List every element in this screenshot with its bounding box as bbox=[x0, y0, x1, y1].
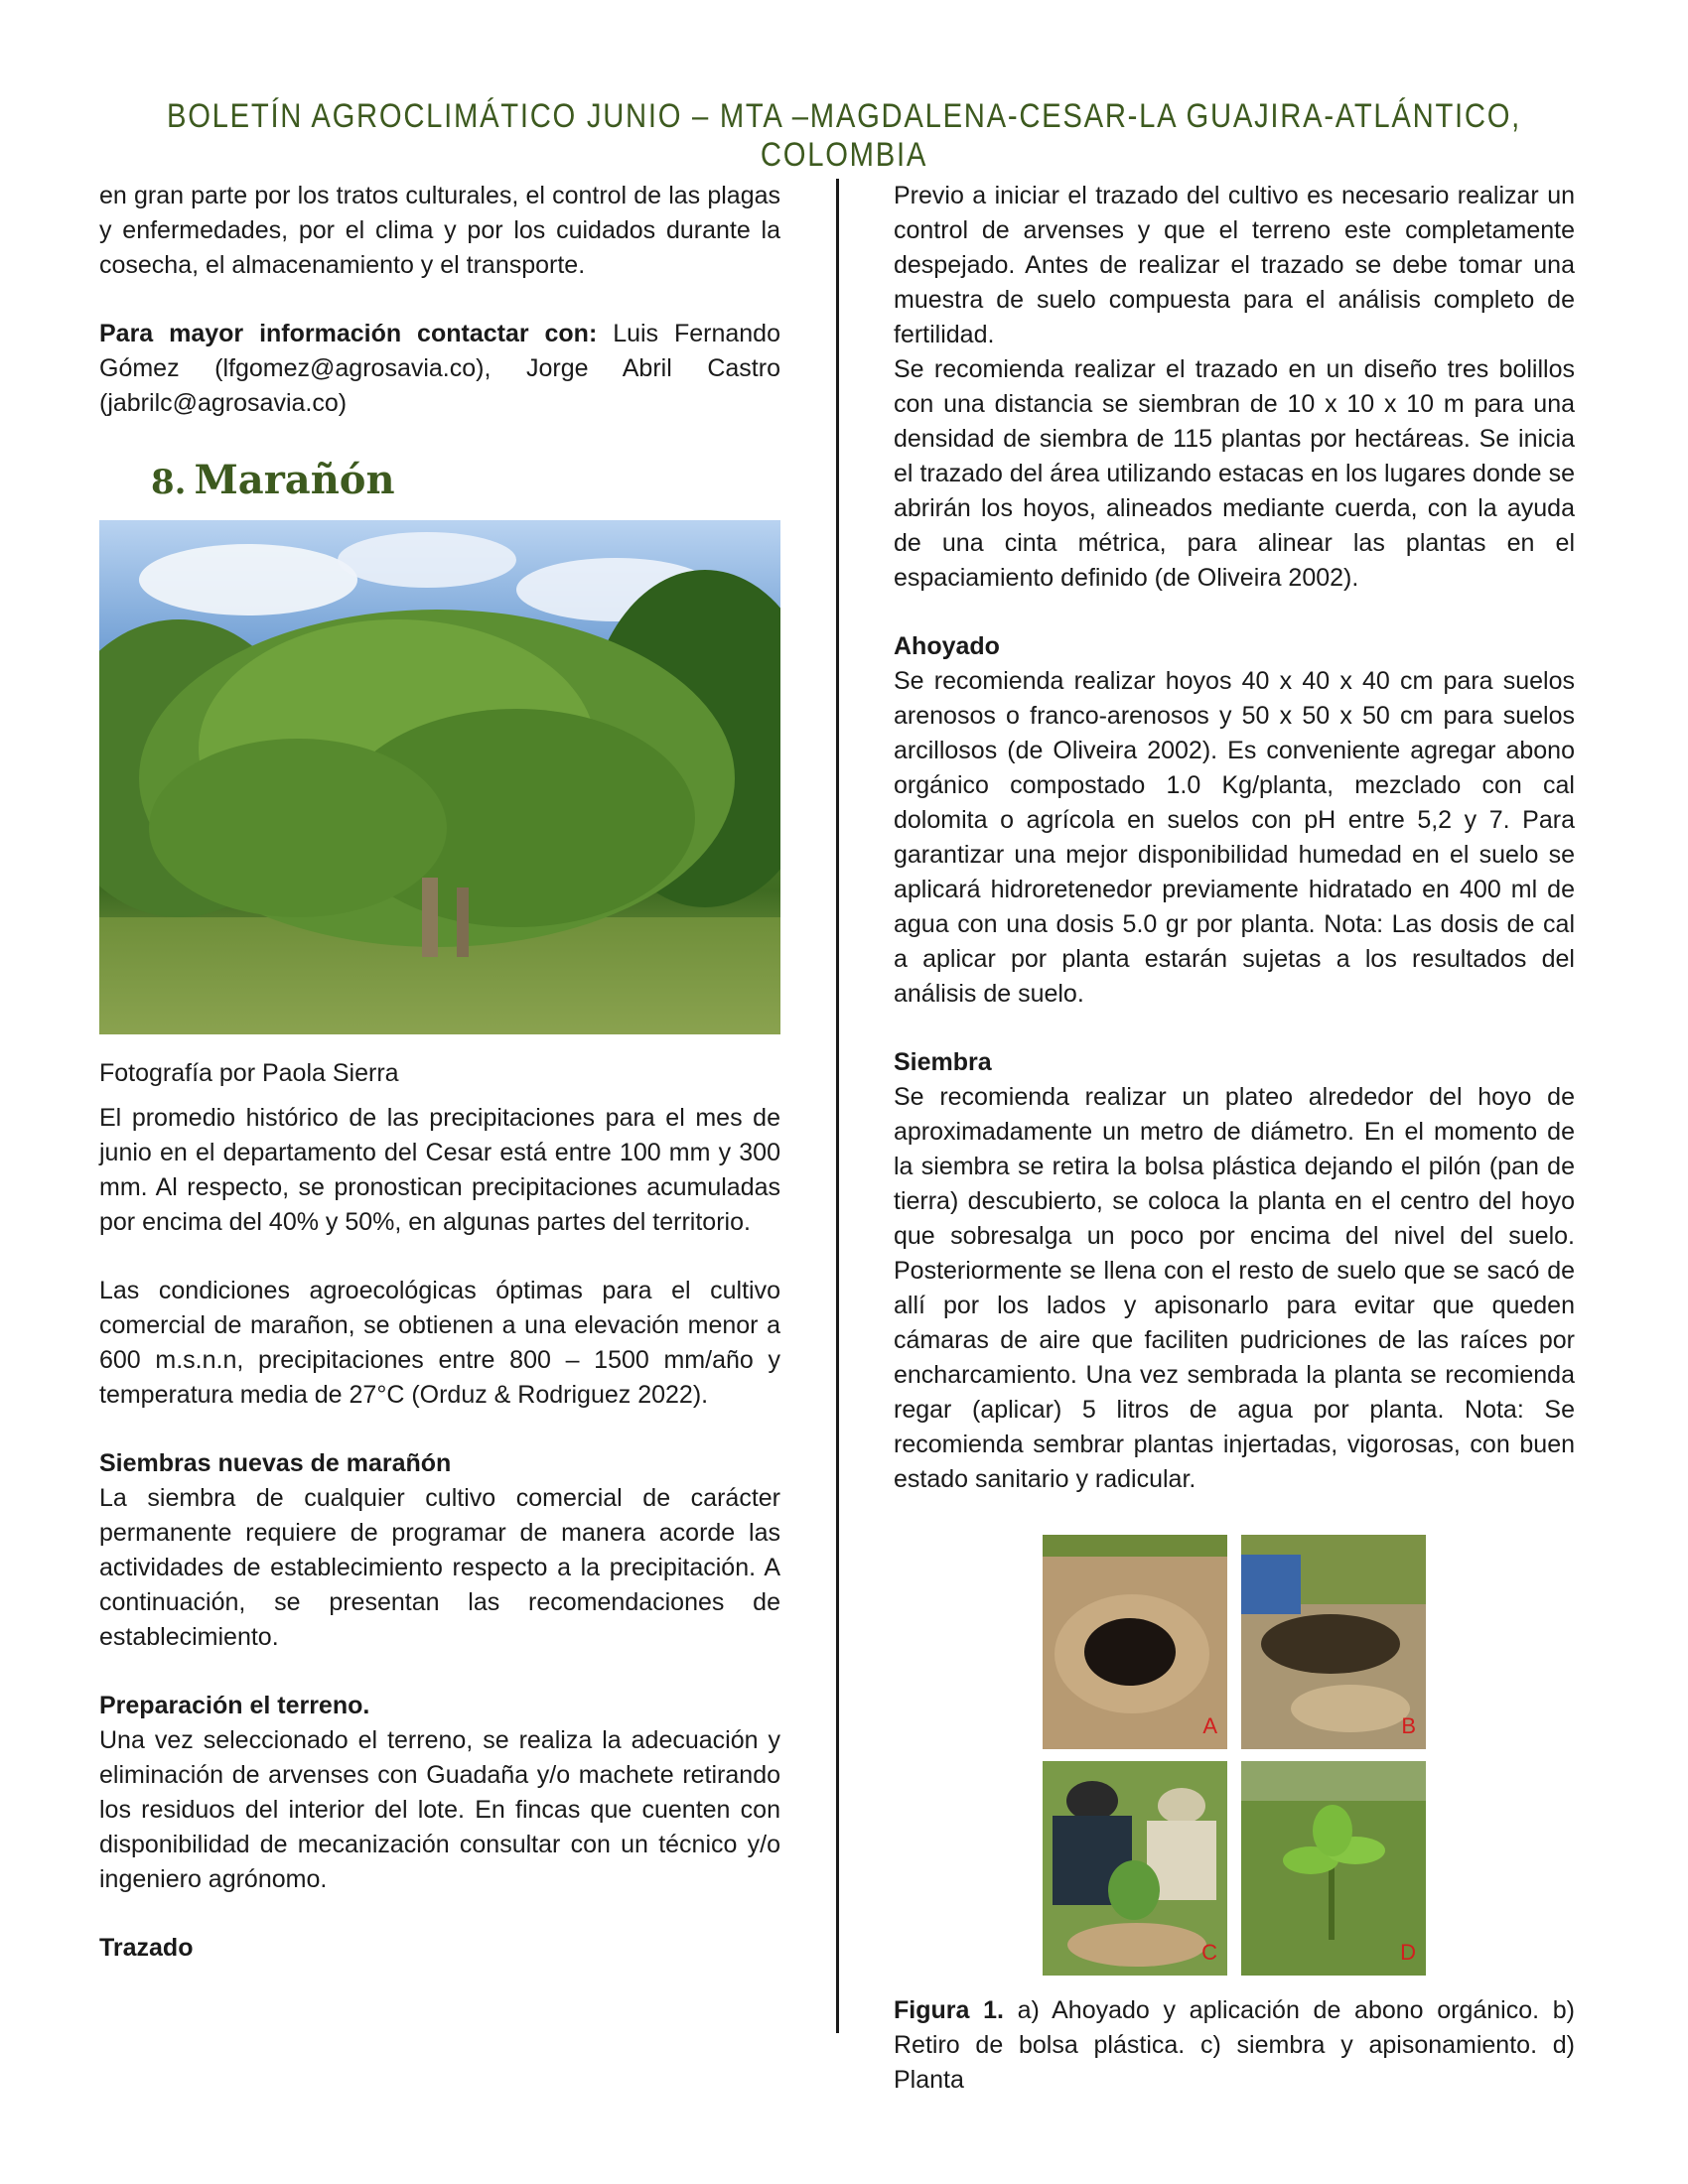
siembra-heading: Siembra bbox=[894, 1048, 992, 1076]
preparacion-heading: Preparación el terreno. bbox=[99, 1692, 370, 1719]
trazado-heading: Trazado bbox=[99, 1934, 194, 1962]
precipitation-paragraph: El promedio histórico de las precipitaciones para el mes de junio en el departamento del Cesar está entre 100 mm y 300 mm. Al respecto, se pronostican precipitaciones acumuladas por encima del 40% y 50%, en algunas partes del territorio. bbox=[99, 1104, 780, 1236]
conditions-paragraph: Las condiciones agroecológicas óptimas para el cultivo comercial de marañon, se obtienen a una elevación menor a 600 m.s.n.n, precipitaciones entre 800 – 1500 mm/año y temperatura media de 27°C (Orduz & Rodriguez 2022). bbox=[99, 1277, 780, 1409]
figure-caption bbox=[894, 1993, 1575, 2098]
ahoyado-heading: Ahoyado bbox=[894, 632, 1000, 660]
figure-caption-text: a) Ahoyado y aplicación de abono orgánico. b) Retiro de bolsa plástica. c) siembra y apisonamiento. d) Planta bbox=[894, 1996, 1575, 2094]
trazado-paragraph-2: Se recomienda realizar el trazado en un diseño tres bolillos con una distancia se siembran de 10 x 10 x 10 m para una densidad de siembra de 115 plantas por hectáreas. Se inicia el trazado del área utilizando estacas en los lugares donde se abrirán los hoyos, alineados mediante cuerda, con la ayuda de una cinta métrica, para alinear las plantas en el espaciamiento definido (de Oliveira 2002). bbox=[894, 355, 1575, 592]
trazado-paragraph-1: Previo a iniciar el trazado del cultivo es necesario realizar un control de arvenses y que el terreno este completamente despejado. Antes de realizar el trazado se debe tomar una muestra de suelo compuesta para el análisis completo de fertilidad. bbox=[894, 182, 1575, 348]
cashew-tree-photo bbox=[99, 520, 780, 1034]
figure-letter-a: A bbox=[1202, 1713, 1217, 1738]
siembra-paragraph: Se recomienda realizar un plateo alrededor del hoyo de aproximadamente un metro de diámetro. En el momento de la siembra se retira la bolsa plástica dejando el pilón (pan de tierra) descubierto, se coloca la planta en el centro del hoyo que sobresalga un poco por encima del nivel del suelo. Posteriormente se llena con el resto de suelo que se sacó de allí por los lados y apisonarlo para evitar que queden cámaras de aire que faciliten pudriciones de las raíces por encharcamiento. Una vez sembrada la planta se recomienda regar (aplicar) 5 litros de agua por planta. Nota: Se recomienda sembrar plantas injertadas, vigorosas, con buen estado sanitario y radicular. bbox=[894, 1083, 1575, 1493]
photo-caption: Fotografía por Paola Sierra bbox=[99, 1059, 399, 1087]
figure-panel-d bbox=[1241, 1761, 1426, 1976]
left-column bbox=[99, 179, 780, 1966]
right-column bbox=[894, 179, 1575, 2098]
figure-panel-b bbox=[1241, 1535, 1426, 1749]
section-heading bbox=[151, 457, 780, 506]
section-title: Marañón bbox=[194, 457, 395, 503]
figure-letter-d: D bbox=[1400, 1940, 1416, 1965]
column-divider bbox=[836, 179, 839, 2033]
preparacion-paragraph: Una vez seleccionado el terreno, se realiza la adecuación y eliminación de arvenses con Guadaña y/o machete retirando los residuos del interior del lote. En fincas que cuenten con disponibilidad de mecanización consultar con un técnico y/o ingeniero agrónomo. bbox=[99, 1726, 780, 1893]
section-number: 8. bbox=[151, 463, 187, 502]
siembras-heading: Siembras nuevas de marañón bbox=[99, 1449, 452, 1477]
figure-panel-a bbox=[1043, 1535, 1227, 1749]
ahoyado-paragraph: Se recomienda realizar hoyos 40 x 40 x 40 cm para suelos arenosos o franco-arenosos y 50 x 50 x 50 cm para suelos arcillosos (de Oliveira 2002). Es conveniente agregar abono orgánico compostado 1.0 Kg/planta, mezclado con cal dolomita o agrícola en suelos con pH entre 5,2 y 7. Para garantizar una mejor disponibilidad humedad en el suelo se aplicará hidroretenedor previamente hidratado en 400 ml de agua con una dosis 5.0 gr por planta. Nota: Las dosis de cal a aplicar por planta estarán sujetas a los resultados del análisis de suelo. bbox=[894, 667, 1575, 1008]
contact-paragraph bbox=[99, 317, 780, 421]
figure-panel-c bbox=[1043, 1761, 1227, 1976]
siembras-paragraph: La siembra de cualquier cultivo comercial de carácter permanente requiere de programar de manera acorde las actividades de establecimiento respecto a la precipitación. A continuación, se presentan las recomendaciones de establecimiento. bbox=[99, 1484, 780, 1651]
bulletin-header: BOLETÍN AGROCLIMÁTICO JUNIO – MTA –MAGDALENA-CESAR-LA GUAJIRA-ATLÁNTICO, COLOMBIA bbox=[166, 97, 1522, 174]
figure-letter-b: B bbox=[1401, 1713, 1416, 1738]
figure-1-grid bbox=[1043, 1535, 1426, 1976]
intro-paragraph: en gran parte por los tratos culturales, el control de las plagas y enfermedades, por el clima y por los cuidados durante la cosecha, el almacenamiento y el transporte. bbox=[99, 182, 780, 279]
contact-text: Luis Fernando Gómez (lfgomez@agrosavia.co), Jorge Abril Castro (jabrilc@agrosavia.co) bbox=[99, 320, 780, 417]
figure-label: Figura 1. bbox=[894, 1996, 1004, 2024]
contact-label: Para mayor información contactar con: bbox=[99, 320, 598, 347]
figure-letter-c: C bbox=[1201, 1940, 1217, 1965]
